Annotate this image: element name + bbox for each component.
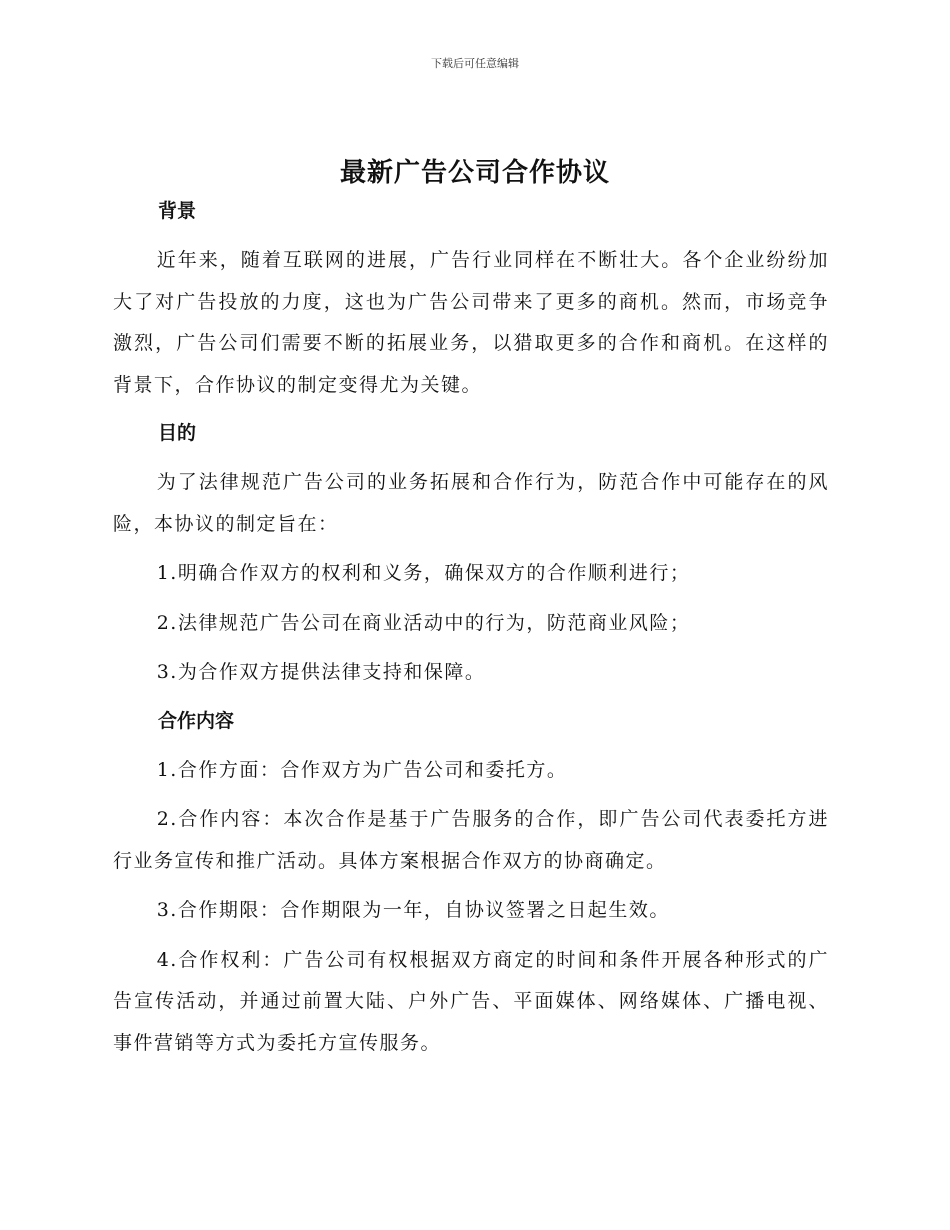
purpose-item: 1.明确合作双方的权利和义务，确保双方的合作顺利进行； xyxy=(156,562,691,584)
document-body xyxy=(113,192,829,1064)
section-heading-purpose: 目的 xyxy=(158,422,197,444)
content-item: 1.合作方面：合作双方为广告公司和委托方。 xyxy=(156,758,568,781)
content-item: 3.合作期限：合作期限为一年，自协议签署之日起生效。 xyxy=(156,899,670,921)
content-item: 2.合作内容：本次合作是基于广告服务的合作，即广告公司代表委托方进行业务宣传和推广活动。具体方案根据合作双方的协商确定。 xyxy=(113,808,829,872)
purpose-item: 2.法律规范广告公司在商业活动中的行为，防范商业风险； xyxy=(156,611,691,634)
content-item: 4.合作权利：广告公司有权根据双方商定的时间和条件开展各种形式的广告宣传活动，并通过前置大陆、户外广告、平面媒体、网络媒体、广播电视、事件营销等方式为委托方宣传服务。 xyxy=(113,948,829,1054)
section-heading-background: 背景 xyxy=(158,200,197,222)
page-header-note: 下载后可任意编辑 xyxy=(431,57,519,70)
section-heading-content: 合作内容 xyxy=(158,709,235,732)
background-paragraph: 近年来，随着互联网的进展，广告行业同样在不断壮大。各个企业纷纷加大了对广告投放的力度，这也为广告公司带来了更多的商机。然而，市场竞争激烈，广告公司们需要不断的拓展业务，以猎取更多的合作和商机。在这样的背景下，合作协议的制定变得尤为关键。 xyxy=(113,249,829,396)
purpose-item: 3.为合作双方提供法律支持和保障。 xyxy=(156,661,486,683)
document-title: 最新广告公司合作协议 xyxy=(339,158,610,188)
purpose-intro-paragraph: 为了法律规范广告公司的业务拓展和合作行为，防范合作中可能存在的风险，本协议的制定旨在： xyxy=(113,471,829,535)
